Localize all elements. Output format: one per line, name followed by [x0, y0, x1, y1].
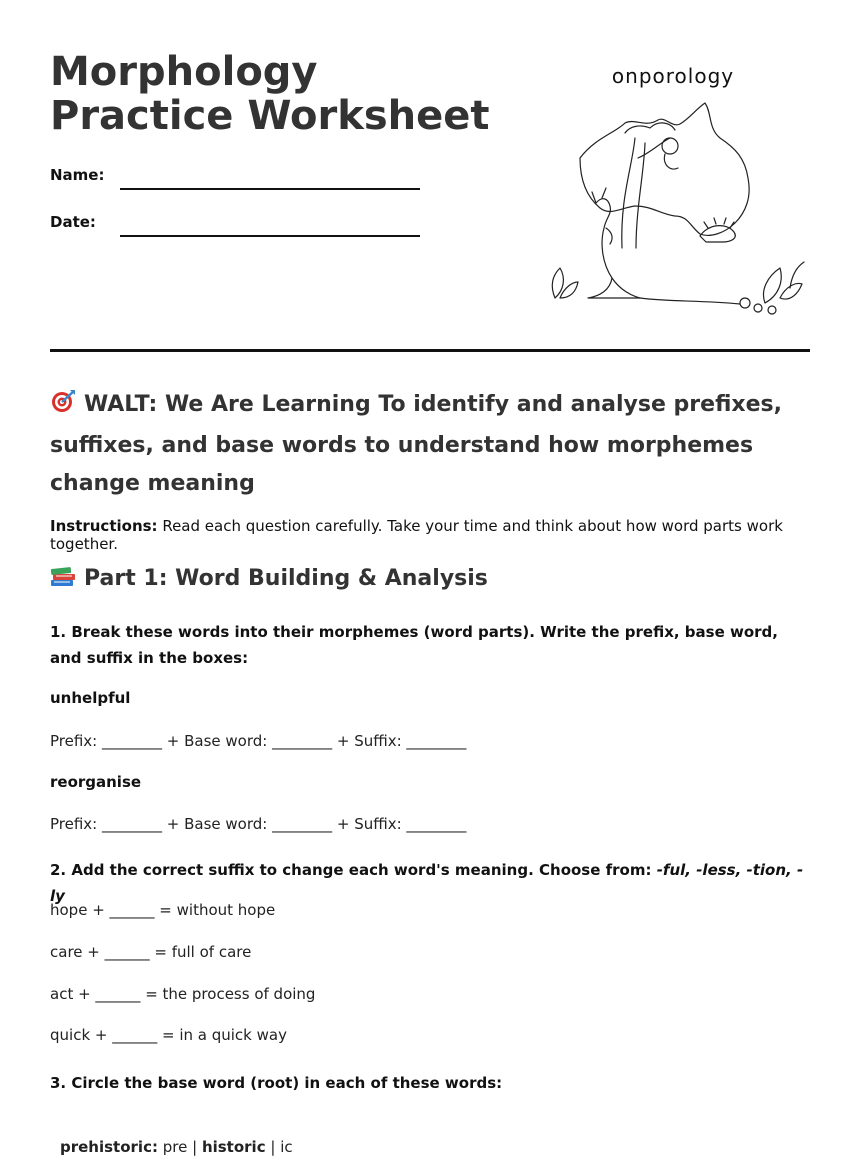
q3-base-word[interactable]: historic — [201, 1138, 266, 1156]
logo — [540, 58, 810, 328]
q2-answer-line[interactable]: quick + ______ = in a quick way — [50, 1026, 287, 1044]
part1-heading — [50, 564, 488, 594]
question-3: 3. Circle the base word (root) in each of these words: — [50, 1074, 503, 1092]
q3-word: prehistoric: — [60, 1138, 158, 1156]
target-dart-icon — [50, 388, 76, 427]
suffix-choices: -ful, -less, -tion, -ly — [50, 861, 804, 905]
walt-text: WALT: We Are Learning To identify and analyse prefixes, suffixes, and base words to understand how morphemes change meaning — [50, 392, 782, 496]
q1-word: reorganise — [50, 773, 142, 791]
name-write-line[interactable] — [120, 188, 420, 190]
date-label: Date: — [50, 213, 96, 231]
q3-separator: | — [187, 1138, 202, 1156]
page-title: Morphology Practice Worksheet — [50, 49, 490, 139]
worksheet-page — [50, 0, 810, 1161]
instructions-text: Read each question carefully. Take your time and think about how word parts work together. — [50, 517, 783, 553]
q1-answer-line[interactable]: Prefix: ________ + Base word: ________ + Suffix: ________ — [50, 732, 467, 750]
q1-answer-line[interactable]: Prefix: ________ + Base word: ________ + Suffix: ________ — [50, 815, 467, 833]
header-divider — [50, 349, 810, 352]
date-write-line[interactable] — [120, 235, 420, 237]
part1-heading-text: Part 1: Word Building & Analysis — [84, 566, 488, 591]
date-field — [50, 213, 96, 231]
question-2-text: 2. Add the correct suffix to change each word's meaning. Choose from: — [50, 861, 657, 879]
q2-answer-line[interactable]: care + ______ = full of care — [50, 943, 252, 961]
name-field — [50, 166, 104, 184]
name-label: Name: — [50, 166, 105, 184]
kangaroo-australia-icon — [540, 98, 810, 328]
q2-answer-line[interactable]: act + ______ = the process of doing — [50, 985, 316, 1003]
q3-prefix: pre — [162, 1138, 188, 1156]
q3-separator: | — [265, 1138, 281, 1156]
q1-word: unhelpful — [50, 689, 131, 707]
walt-heading — [50, 386, 810, 503]
question-1: 1. Break these words into their morphemes (word parts). Write the prefix, base word, and suffix in the boxes: — [50, 623, 778, 667]
books-icon — [50, 564, 76, 594]
instructions — [50, 517, 810, 553]
instructions-label: Instructions: — [50, 517, 158, 535]
q2-answer-line[interactable]: hope + ______ = without hope — [50, 901, 276, 919]
logo-text: onporology — [611, 64, 735, 88]
q3-item — [60, 1138, 293, 1156]
q3-suffix: ic — [280, 1138, 293, 1156]
